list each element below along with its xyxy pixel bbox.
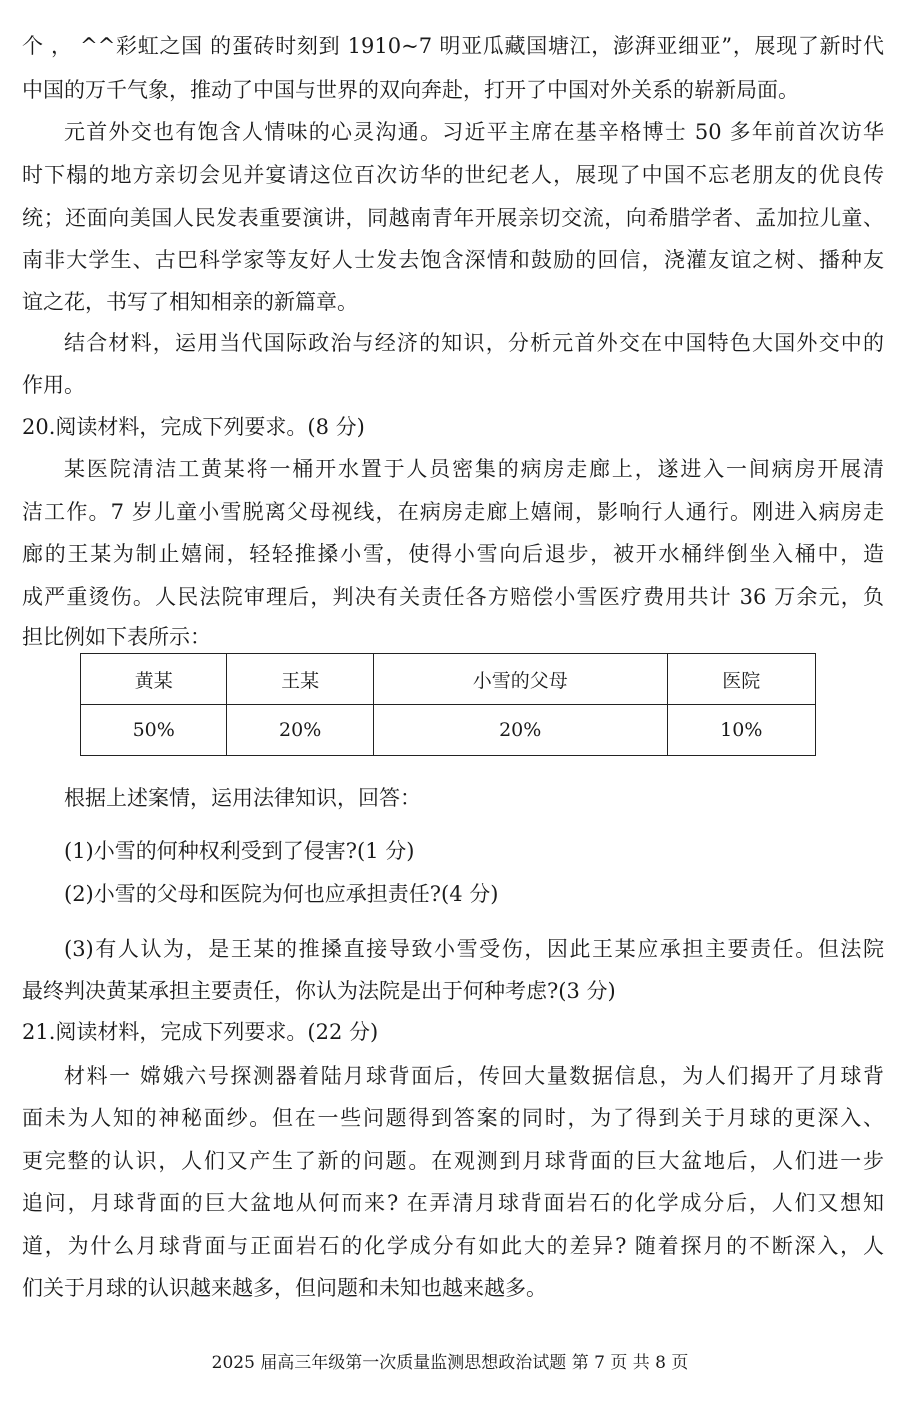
text-line: 根据上述案情，运用法律知识，回答： xyxy=(64,786,421,810)
table-cell: 50% xyxy=(81,705,227,756)
text-line: 谊之花，书写了相知相亲的新篇章。 xyxy=(22,290,358,314)
text-line: 结合材料，运用当代国际政治与经济的知识，分析元首外交在中国特色大国外交中的 xyxy=(64,331,884,355)
sub-question-3: (3)有人认为，是王某的推搡直接导致小雪受伤，因此王某应承担主要责任。但法院 xyxy=(64,937,884,961)
table-row xyxy=(81,705,816,756)
text-line: 道，为什么月球背面与正面岩石的化学成分有如此大的差异? 随着探月的不断深入，人 xyxy=(22,1234,884,1258)
table-header-cell: 王某 xyxy=(227,654,373,705)
text-line: 洁工作。7 岁儿童小雪脱离父母视线，在病房走廊上嬉闹，影响行人通行。刚进入病房走 xyxy=(22,500,884,524)
text-line: 中国的万千气象，推动了中国与世界的双向奔赴，打开了中国对外关系的崭新局面。 xyxy=(22,78,799,102)
text-line: 们关于月球的认识越来越多，但问题和未知也越来越多。 xyxy=(22,1276,547,1300)
text-line: 某医院清洁工黄某将一桶开水置于人员密集的病房走廊上，遂进入一间病房开展清 xyxy=(64,457,884,481)
text-line: 追问，月球背面的巨大盆地从何而来? 在弄清月球背面岩石的化学成分后，人们又想知 xyxy=(22,1191,884,1215)
table-header-cell: 医院 xyxy=(667,654,815,705)
text-line: 面未为人知的神秘面纱。但在一些问题得到答案的同时，为了得到关于月球的更深入、 xyxy=(22,1106,884,1130)
table-cell: 10% xyxy=(667,705,815,756)
text-line: 成严重烫伤。人民法院审理后，判决有关责任各方赔偿小雪医疗费用共计 36 万余元，负 xyxy=(22,585,884,609)
table-header-cell: 黄某 xyxy=(81,654,227,705)
text-line: 南非大学生、古巴科学家等友好人士发去饱含深情和鼓励的回信，浇灌友谊之树、播种友 xyxy=(22,248,884,272)
text-line: 材料一 嫦娥六号探测器着陆月球背面后，传回大量数据信息，为人们揭开了月球背 xyxy=(64,1064,884,1088)
sub-question-2: (2)小雪的父母和医院为何也应承担责任?(4 分) xyxy=(64,882,499,906)
table-header-row xyxy=(81,654,816,705)
question-21-title: 21.阅读材料，完成下列要求。(22 分) xyxy=(22,1020,379,1044)
text-line: 统；还面向美国人民发表重要演讲，同越南青年开展亲切交流，向希腊学者、孟加拉儿童、 xyxy=(22,206,884,230)
text-line: 元首外交也有饱含人情味的心灵沟通。习近平主席在基辛格博士 50 多年前首次访华 xyxy=(64,120,884,144)
sub-question-1: (1)小雪的何种权利受到了侵害?(1 分) xyxy=(64,839,415,863)
table-cell: 20% xyxy=(373,705,667,756)
text-line: 更完整的认识，人们又产生了新的问题。在观测到月球背面的巨大盆地后，人们进一步 xyxy=(22,1149,884,1173)
text-line: 时下榻的地方亲切会见并宴请这位百次访华的世纪老人，展现了中国不忘老朋友的优良传 xyxy=(22,163,884,187)
text-line: 作用。 xyxy=(22,373,85,397)
text-line: 担比例如下表所示： xyxy=(22,625,211,649)
text-line: 最终判决黄某承担主要责任，你认为法院是出于何种考虑?(3 分) xyxy=(22,979,616,1003)
page-footer: 2025 届高三年级第一次质量监测思想政治试题 第 7 页 共 8 页 xyxy=(211,1353,689,1373)
table-header-cell: 小雪的父母 xyxy=(373,654,667,705)
liability-table xyxy=(80,653,816,756)
table-cell: 20% xyxy=(227,705,373,756)
question-20-title: 20.阅读材料，完成下列要求。(8 分) xyxy=(22,415,365,439)
text-line: 个 ， ^^彩虹之国 的蛋砖时刻到 1910~7 明亚瓜藏国塘江，澎湃亚细亚”，展现了新时代 xyxy=(22,34,884,58)
text-line: 廊的王某为制止嬉闹，轻轻推搡小雪，使得小雪向后退步，被开水桶绊倒坐入桶中，造 xyxy=(22,542,884,566)
